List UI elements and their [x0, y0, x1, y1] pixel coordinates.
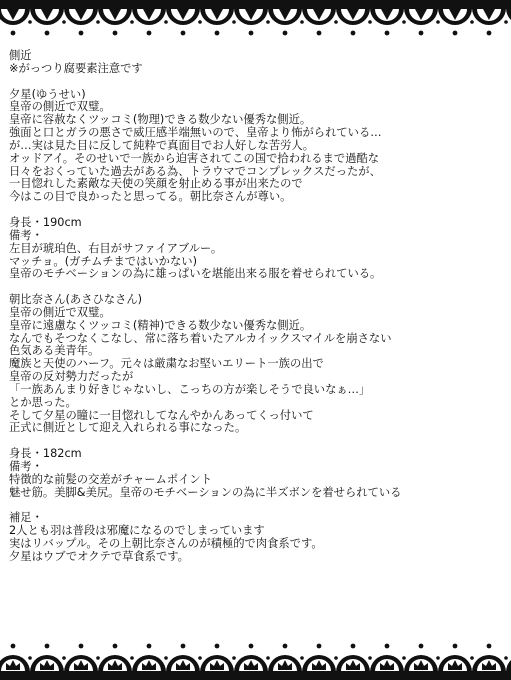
- text-line: 2人とも羽は普段は邪魔になるのでしまっています: [9, 524, 265, 538]
- blank-line: [9, 204, 505, 217]
- text-line: 今はこの目で良かったと思ってる。朝比奈さんが尊い。: [9, 190, 292, 204]
- text-line: 強面と口とガラの悪さで威圧感半端無いので、皇帝より怖がられている…: [9, 126, 382, 140]
- document-body: [9, 50, 505, 564]
- text-line: 備考・: [9, 460, 43, 473]
- text-line: 「一族あんまり好きじゃないし、こっちの方が楽しそうで良いなぁ…」: [9, 382, 371, 396]
- blank-line: [9, 435, 505, 448]
- text-line: 特徴的な前髪の交差がチャームポイント: [9, 472, 213, 486]
- text-line: 皇帝のモチベーションの為に雄っぱいを堪能出来る服を着せられている。: [9, 267, 382, 281]
- text-line: 身長・182cm: [9, 447, 82, 461]
- text-line: とか思った。: [9, 395, 77, 409]
- text-line: 実はリバップル。その上朝比奈さんのが積極的で肉食系です。: [9, 537, 323, 551]
- text-line: 朝比奈さん(あさひなさん): [9, 293, 143, 307]
- text-line: なんでもそつなくこなし、常に落ち着いたアルカイックスマイルを崩さない: [9, 331, 392, 345]
- blank-line: [9, 500, 505, 513]
- text-line: そして夕星の瞳に一目惚れしてなんやかんあってくっ付いて: [9, 408, 314, 422]
- text-line: 色気ある美青年。: [9, 344, 100, 358]
- text-line: 魅せ筋。美脚&美尻。皇帝のモチベーションの為に半ズボンを着せられている: [9, 485, 402, 499]
- text-line: 皇帝の反対勢力だったが: [9, 370, 134, 384]
- top-lace-border: [0, 0, 511, 46]
- text-line: 皇帝に遠慮なくツッコミ(精神)できる数少ない優秀な側近。: [9, 318, 312, 332]
- text-line: 一目惚れした素敵な天使の笑顔を射止める事が出来たので: [9, 177, 303, 191]
- text-line: 側近: [9, 49, 32, 62]
- text-line: が…実は見た目に反して純粋で真面目でお人好しな苦労人。: [9, 138, 315, 152]
- text-line: 備考・: [9, 228, 43, 242]
- text-line: 身長・190cm: [9, 215, 82, 229]
- text-line: 日々をおくっていた過去がある為、トラウマでコンプレックスだったが、: [9, 164, 381, 178]
- text-line: 魔族と天使のハーフ。元々は厳粛なお堅いエリート一族の出で: [9, 357, 324, 371]
- text-line: 左目が琥珀色、右目がサファイアブルー。: [9, 241, 223, 255]
- text-line: 正式に側近として迎え入れられる事になった。: [9, 421, 247, 435]
- text-line: マッチョ。(ガチムチまではいかない): [9, 254, 197, 268]
- text-line: 補足・: [9, 511, 43, 525]
- text-line: オッドアイ。そのせいで一族から迫害されてこの国で拾われるまで過酷な: [9, 151, 380, 165]
- text-line: 皇帝の側近で双璧。: [9, 305, 111, 319]
- text-line: 皇帝の側近で双璧。: [9, 100, 111, 114]
- blank-line: [9, 76, 505, 89]
- text-line: ※がっつり腐要素注意です: [9, 61, 143, 75]
- text-line: 夕星(ゆうせい): [9, 87, 86, 101]
- text-line: 夕星はウブでオクテで草食系です。: [9, 549, 189, 563]
- bottom-lace-border: [0, 634, 511, 680]
- text-line: 皇帝に容赦なくツッコミ(物理)できる数少ない優秀な側近。: [9, 113, 312, 127]
